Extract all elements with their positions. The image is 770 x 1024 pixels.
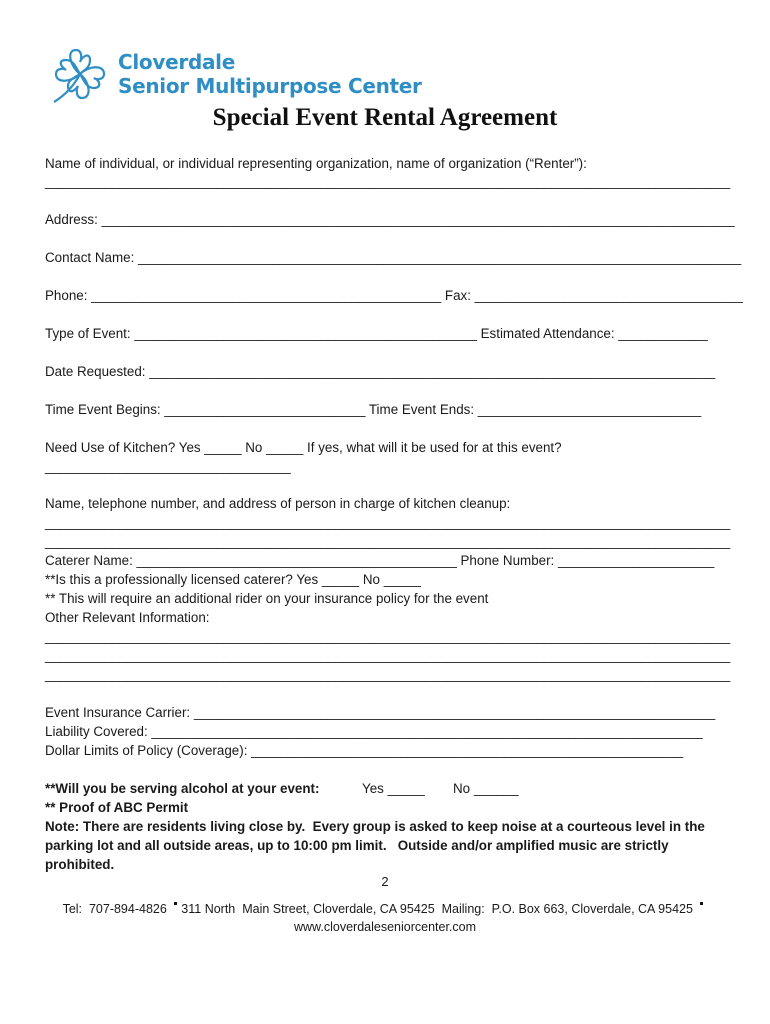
other-info-line-1[interactable]: ____________________________________________________________________________________________ [45,629,731,644]
contact-name-field[interactable]: Contact Name: _________________________________________________________________________________ [45,250,742,265]
kitchen-use-line[interactable]: _________________________________ [45,459,291,474]
alcohol-yes-field[interactable]: Yes _____ [362,781,425,796]
insurance-rider-note: ** This will require an additional rider on your insurance policy for the event [45,591,489,606]
noise-note-line-3: prohibited. [45,857,115,872]
bullet-icon [700,902,703,905]
alcohol-question: **Will you be serving alcohol at your event: [45,781,320,796]
phone-fax-field[interactable]: Phone: _______________________________________________ Fax: ____________________________________ [45,288,743,303]
noise-note-line-1: Note: There are residents living close by. Every group is asked to keep noise at a courteous level in the [45,819,705,834]
clover-logo-icon [44,44,116,108]
footer-phone: Tel: 707-894-4826 [62,902,167,916]
address-field[interactable]: Address: _____________________________________________________________________________________ [45,212,735,227]
liability-covered-field[interactable]: Liability Covered: __________________________________________________________________________ [45,724,703,739]
event-times-field[interactable]: Time Event Begins: ___________________________ Time Event Ends: ______________________________ [45,402,702,417]
cleanup-label: Name, telephone number, and address of person in charge of kitchen cleanup: [45,496,511,511]
other-info-label: Other Relevant Information: [45,610,210,625]
organization-name-line1: Cloverdale [118,50,235,74]
kitchen-use-field[interactable]: Need Use of Kitchen? Yes _____ No _____ If yes, what will it be used for at this event? [45,440,562,455]
organization-name-line2: Senior Multipurpose Center [118,74,422,98]
other-info-line-3[interactable]: ____________________________________________________________________________________________ [45,667,731,682]
footer-website[interactable]: www.cloverdaleseniorcenter.com [293,920,477,934]
event-type-attendance-field[interactable]: Type of Event: ______________________________________________ Estimated Attendance: ____________ [45,326,708,341]
cleanup-line-1[interactable]: ____________________________________________________________________________________________ [45,515,731,530]
alcohol-no-field[interactable]: No ______ [453,781,519,796]
cleanup-line-2[interactable]: ____________________________________________________________________________________________ [45,534,731,549]
abc-permit-note: ** Proof of ABC Permit [45,800,189,815]
page-title: Special Event Rental Agreement [212,104,558,131]
renter-label: Name of individual, or individual representing organization, name of organization (“Renter”): [45,156,587,171]
noise-note-line-2: parking lot and all outside areas, up to 10:00 pm limit. Outside and/or amplified music are strictly [45,838,669,853]
footer-address: 311 North Main Street, Cloverdale, CA 95425 Mailing: P.O. Box 663, Cloverdale, CA 95425 [181,902,693,916]
licensed-caterer-field[interactable]: **Is this a professionally licensed caterer? Yes _____ No _____ [45,572,421,587]
renter-field[interactable]: ____________________________________________________________________________________________ [45,174,731,189]
bullet-icon [174,902,177,905]
dollar-limits-field[interactable]: Dollar Limits of Policy (Coverage): __________________________________________________________ [45,743,684,758]
caterer-field[interactable]: Caterer Name: ___________________________________________ Phone Number: _____________________ [45,553,715,568]
insurance-carrier-field[interactable]: Event Insurance Carrier: ______________________________________________________________________ [45,705,716,720]
footer-contact [0,902,770,916]
organization-logo [44,44,422,108]
other-info-line-2[interactable]: ____________________________________________________________________________________________ [45,648,731,663]
page-number: 2 [381,874,389,889]
date-requested-field[interactable]: Date Requested: ____________________________________________________________________________ [45,364,716,379]
